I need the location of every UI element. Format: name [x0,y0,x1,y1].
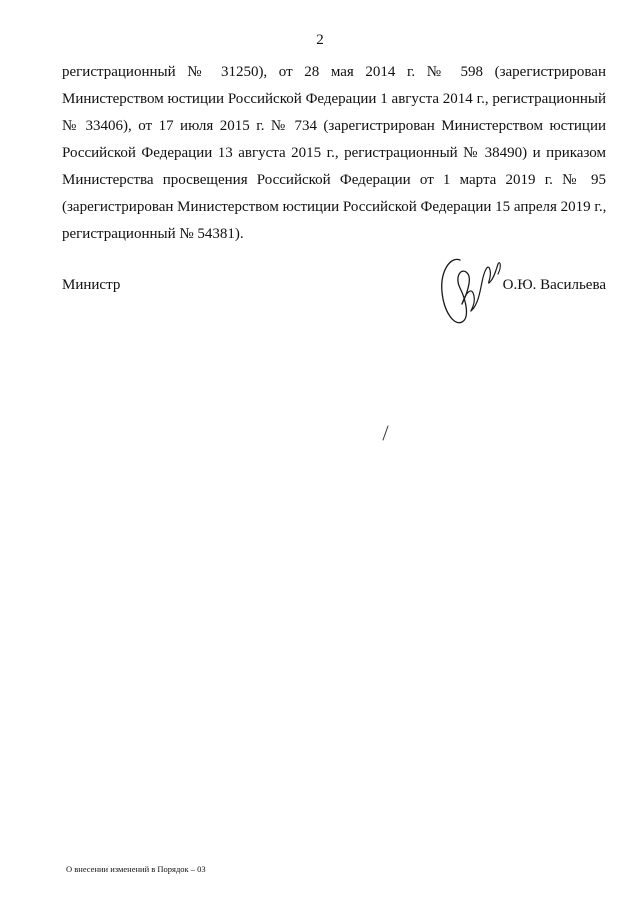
page-number: 2 [316,32,324,48]
signatory-name: О.Ю. Васильева [502,277,606,293]
body-line: Министерства просвещения Российской Федерации от 1 марта 2019 г. № 95 [62,172,606,188]
body-line: регистрационный № 31250), от 28 мая 2014 г. № 598 (зарегистрирован [62,64,606,80]
body-paragraph [62,59,606,248]
stray-pen-mark [380,424,390,442]
signatory-title: Министр [62,277,121,293]
body-line: Министерством юстиции Российской Федерации 1 августа 2014 г., регистрационный [62,91,606,107]
body-line: № 33406), от 17 июля 2015 г. № 734 (зарегистрирован Министерством юстиции [62,118,606,134]
handwritten-signature [432,252,506,332]
body-line: Российской Федерации 13 августа 2015 г., регистрационный № 38490) и приказом [62,145,606,161]
footer-note: О внесении изменений в Порядок – 03 [66,864,206,874]
body-line: (зарегистрирован Министерством юстиции Российской Федерации 15 апреля 2019 г., [62,199,607,215]
body-line: регистрационный № 54381). [62,226,244,242]
